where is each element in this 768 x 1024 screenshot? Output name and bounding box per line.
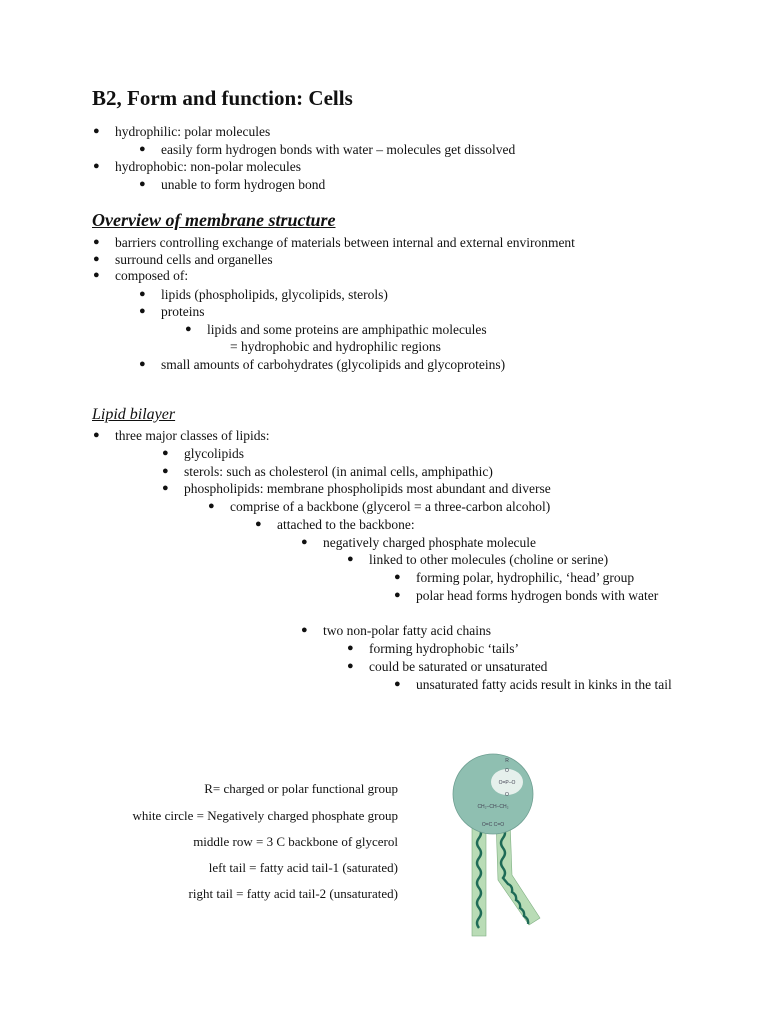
bullet-icon: ● — [162, 465, 169, 477]
figure-caption: middle row = 3 C backbone of glycerol — [193, 834, 398, 849]
list-item: ● easily form hydrogen bonds with water – molecules get dissolved — [139, 142, 516, 157]
list-item: ● polar head forms hydrogen bonds with water — [394, 588, 659, 603]
list-item-continuation: = hydrophobic and hydrophilic regions — [230, 339, 441, 354]
list-item: ● lipids (phospholipids, glycolipids, sterols) — [139, 287, 388, 302]
list-item: ● barriers controlling exchange of materials between internal and external environment — [93, 235, 575, 250]
list-item: ● phospholipids: membrane phospholipids most abundant and diverse — [162, 481, 551, 496]
section-heading-bilayer: Lipid bilayer — [92, 406, 176, 423]
figure-caption: white circle = Negatively charged phosphate group — [132, 808, 398, 823]
bullet-icon: ● — [93, 269, 100, 281]
ester-label: O=C C=O — [481, 822, 505, 828]
bullet-icon: ● — [347, 553, 354, 565]
list-item: ● hydrophobic: non-polar molecules — [93, 159, 301, 174]
bullet-icon: ● — [93, 160, 100, 172]
bullet-icon: ● — [394, 589, 401, 601]
list-item: ● unsaturated fatty acids result in kinks in the tail — [394, 677, 672, 692]
list-item: ● lipids and some proteins are amphipathic molecules — [185, 322, 487, 337]
section-heading-membrane: Overview of membrane structure — [92, 210, 336, 230]
page-title: B2, Form and function: Cells — [92, 86, 353, 110]
phospholipid-diagram — [440, 750, 560, 940]
list-item: ● small amounts of carbohydrates (glycolipids and glycoproteins) — [139, 357, 506, 372]
list-item: ● proteins — [139, 304, 205, 319]
list-item: ● attached to the backbone: — [255, 517, 415, 532]
list-item: ● negatively charged phosphate molecule — [301, 535, 537, 550]
list-item: ● unable to form hydrogen bond — [139, 177, 326, 192]
bullet-icon: ● — [139, 305, 146, 317]
figure-caption: R= charged or polar functional group — [204, 781, 398, 796]
bullet-icon: ● — [208, 500, 215, 512]
bullet-icon: ● — [255, 518, 262, 530]
list-item: ● composed of: — [93, 268, 189, 283]
fatty-acid-tail-unsaturated — [496, 820, 540, 925]
bullet-icon: ● — [185, 323, 192, 335]
list-item: ● surround cells and organelles — [93, 252, 273, 267]
list-item: ● sterols: such as cholesterol (in animal cells, amphipathic) — [162, 464, 493, 479]
bullet-icon: ● — [139, 143, 146, 155]
bullet-icon: ● — [301, 624, 308, 636]
bullet-icon: ● — [139, 358, 146, 370]
bullet-icon: ● — [347, 642, 354, 654]
list-item: ● hydrophilic: polar molecules — [93, 124, 271, 139]
list-item: ● forming polar, hydrophilic, ‘head’ group — [394, 570, 635, 585]
bullet-icon: ● — [162, 447, 169, 459]
bullet-icon: ● — [347, 660, 354, 672]
r-group-label: R — [505, 758, 509, 764]
bullet-icon: ● — [139, 288, 146, 300]
bullet-icon: ● — [394, 678, 401, 690]
bullet-icon: ● — [139, 178, 146, 190]
figure-caption: left tail = fatty acid tail-1 (saturated) — [208, 860, 398, 875]
oxygen-label: O — [505, 768, 509, 774]
bullet-icon: ● — [93, 253, 100, 265]
figure-caption: right tail = fatty acid tail-2 (unsaturated) — [188, 886, 398, 901]
list-item: ● comprise of a backbone (glycerol = a three-carbon alcohol) — [208, 499, 551, 514]
list-item: ● two non-polar fatty acid chains — [301, 623, 491, 638]
bullet-icon: ● — [394, 571, 401, 583]
list-item: ● forming hydrophobic ‘tails’ — [347, 641, 519, 656]
bullet-icon: ● — [301, 536, 308, 548]
list-item: ● linked to other molecules (choline or serine) — [347, 552, 609, 567]
list-item: ● glycolipids — [162, 446, 244, 461]
glycerol-backbone-label: CH₂–CH–CH₂ — [477, 804, 509, 810]
list-item: ● three major classes of lipids: — [93, 428, 270, 443]
oxygen-label: O — [505, 792, 509, 798]
bullet-icon: ● — [93, 236, 100, 248]
list-item: ● could be saturated or unsaturated — [347, 659, 548, 674]
bullet-icon: ● — [93, 125, 100, 137]
phosphate-label: O=P–O — [498, 780, 516, 786]
bullet-icon: ● — [93, 429, 100, 441]
bullet-icon: ● — [162, 482, 169, 494]
